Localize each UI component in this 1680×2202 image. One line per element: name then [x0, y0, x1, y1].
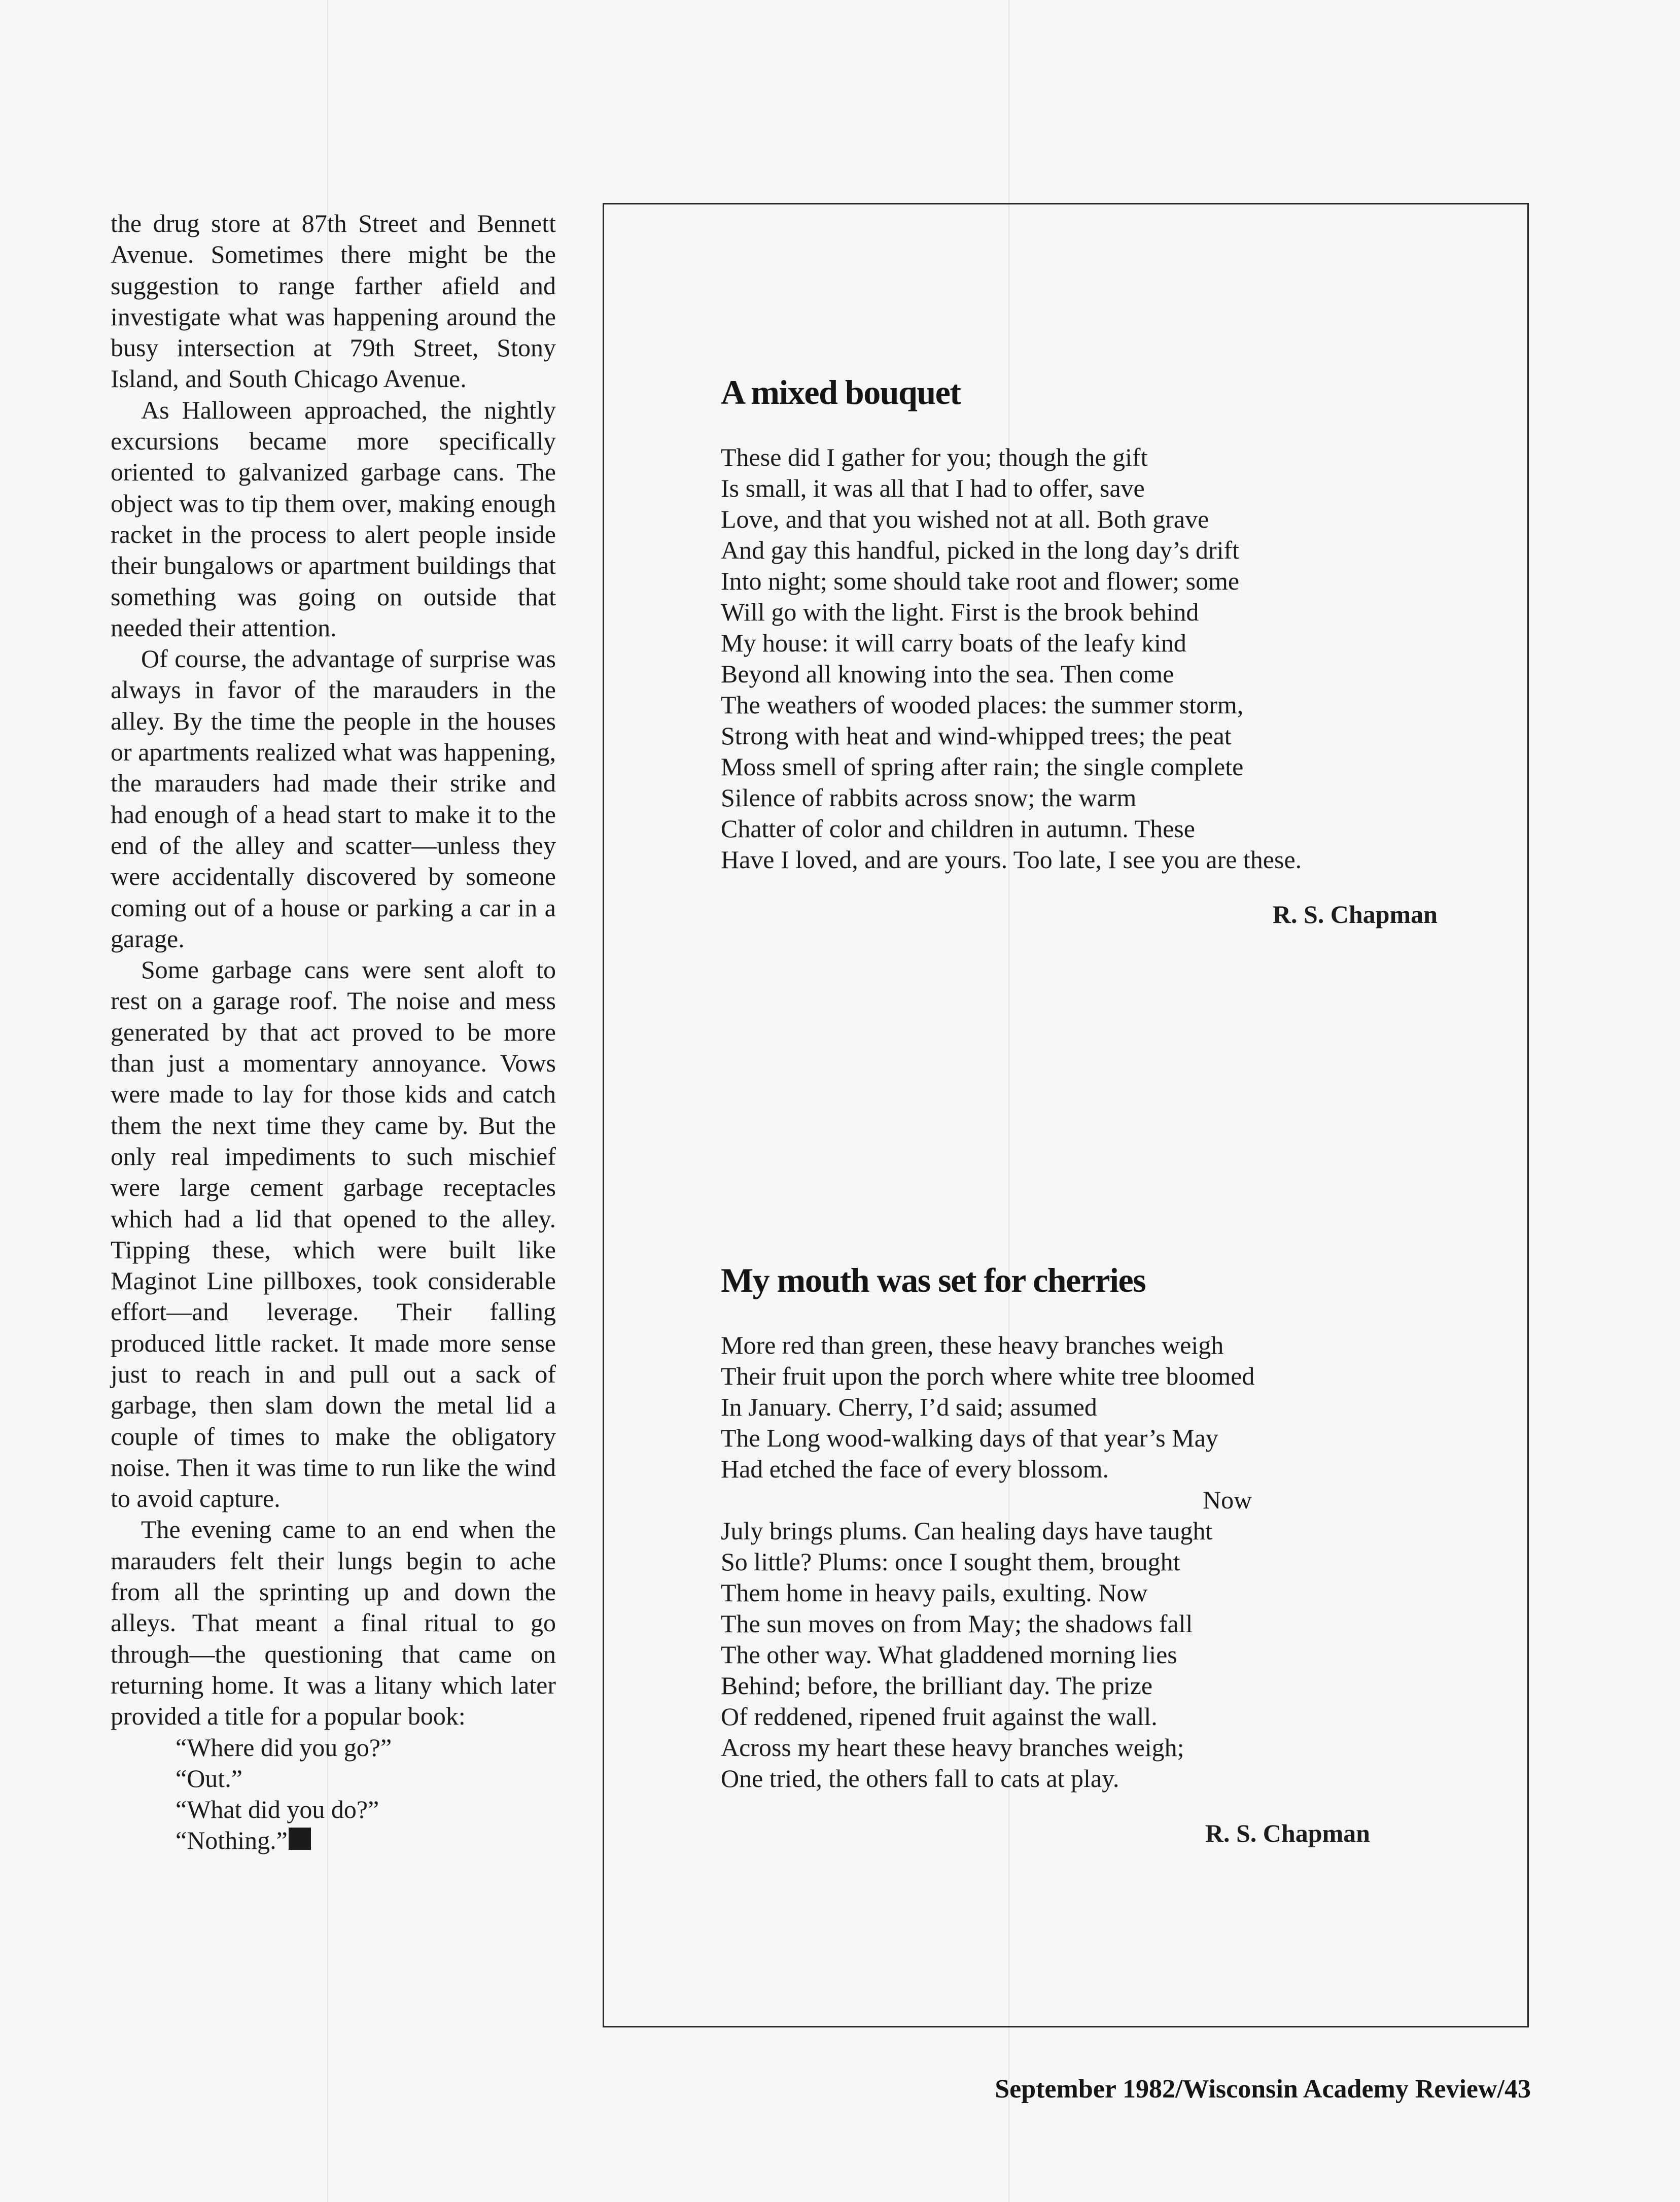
- poem-title: My mouth was set for cherries: [721, 1261, 1146, 1299]
- poem-line: Had etched the face of every blossom.: [721, 1455, 1109, 1483]
- poem-line: Into night; some should take root and flower; some: [721, 567, 1240, 595]
- poem-author: R. S. Chapman: [1205, 1819, 1370, 1847]
- poem-line: So little? Plums: once I sought them, brought: [721, 1547, 1180, 1576]
- poem-line: July brings plums. Can healing days have taught: [721, 1517, 1213, 1545]
- article-paragraph: the drug store at 87th Street and Bennett Avenue. Sometimes there might be the suggestion to range farther afield and investigate what was happening around the busy intersection at 79th Street, Stony Island, and South Chicago Avenue.: [111, 209, 556, 393]
- article-paragraph: As Halloween approached, the nightly excursions became more specifically oriented to galvanized garbage cans. The object was to tip them over, making enough racket in the process to alert people inside their bungalows or apartment buildings that something was going on outside that needed their attention.: [111, 395, 556, 642]
- dialogue-line: “Where did you go?”: [176, 1733, 392, 1762]
- poem-line: Strong with heat and wind-whipped trees; the peat: [721, 721, 1232, 750]
- poem-line: The weathers of wooded places: the summer storm,: [721, 691, 1244, 719]
- poem-line: Love, and that you wished not at all. Both grave: [721, 505, 1209, 533]
- poem-line: And gay this handful, picked in the long day’s drift: [721, 536, 1240, 564]
- poem-body: [721, 442, 1456, 875]
- poems-box: [603, 203, 1529, 2027]
- article-column: [111, 208, 556, 1856]
- poem-line: Behind; before, the brilliant day. The prize: [721, 1671, 1153, 1700]
- poem-line: Of reddened, ripened fruit against the wall.: [721, 1702, 1158, 1731]
- poem-line: More red than green, these heavy branches weigh: [721, 1331, 1224, 1359]
- dialogue-line: “Out.”: [176, 1764, 242, 1793]
- poem-line: Silence of rabbits across snow; the warm: [721, 783, 1137, 812]
- article-paragraph: The evening came to an end when the marauders felt their lungs begin to ache from all the sprinting up and down the alleys. That meant a final ritual to go through—the questioning that came on returning home. It was a litany which later provided a title for a popular book:: [111, 1515, 556, 1731]
- poem-line: The Long wood-walking days of that year’s May: [721, 1424, 1218, 1452]
- article-paragraph: Some garbage cans were sent aloft to rest on a garage roof. The noise and mess generated by that act proved to be more than just a momentary annoyance. Vows were made to lay for those kids and catch them the next time they came by. But the only real impediments to such mischief were large cement garbage receptacles which had a lid that opened to the alley. Tipping these, which were built like Maginot Line pillboxes, took considerable effort—and leverage. Their falling produced little racket. It made more sense just to reach in and pull out a sack of garbage, then slam down the metal lid a couple of times to make the obligatory noise. Then it was time to run like the wind to avoid capture.: [111, 955, 556, 1513]
- poem-line: One tried, the others fall to cats at play.: [721, 1764, 1119, 1793]
- poem-my-mouth-was-set-for-cherries: [721, 1260, 1456, 1848]
- poem-line: Their fruit upon the porch where white tree bloomed: [721, 1362, 1255, 1390]
- poem-line: The other way. What gladdened morning lies: [721, 1640, 1177, 1669]
- poem-line: In January. Cherry, I’d said; assumed: [721, 1393, 1097, 1421]
- poem-title: A mixed bouquet: [721, 373, 961, 411]
- article-paragraph: Of course, the advantage of surprise was always in favor of the marauders in the alley. By the time the people in the houses or apartments realized what was happening, the marauders had made their strike and had enough of a head start to make it to the end of the alley and scatter—unless they were accidentally discovered by someone coming out of a house or parking a car in a garage.: [111, 644, 556, 953]
- dialogue-line-final: [111, 1825, 556, 1856]
- dialogue-line: “What did you do?”: [176, 1795, 379, 1824]
- poem-body: [721, 1330, 1456, 1794]
- poem-mixed-bouquet: [721, 372, 1456, 929]
- end-of-article-square-icon: [289, 1828, 311, 1850]
- poem-line: Beyond all knowing into the sea. Then come: [721, 660, 1174, 688]
- dialogue-line-text: “Nothing.”: [176, 1826, 288, 1855]
- poem-line: The sun moves on from May; the shadows fall: [721, 1609, 1193, 1638]
- poem-line: Is small, it was all that I had to offer, save: [721, 474, 1145, 502]
- poem-line: Moss smell of spring after rain; the single complete: [721, 752, 1244, 781]
- poem-line: These did I gather for you; though the gift: [721, 443, 1148, 471]
- poem-line: Across my heart these heavy branches weigh;: [721, 1733, 1184, 1762]
- poem-line: Them home in heavy pails, exulting. Now: [721, 1578, 1148, 1607]
- poem-line: Will go with the light. First is the brook behind: [721, 598, 1199, 626]
- poem-line: My house: it will carry boats of the leafy kind: [721, 629, 1186, 657]
- poem-line: Have I loved, and are yours. Too late, I see you are these.: [721, 845, 1302, 874]
- poem-line-now: Now: [1203, 1486, 1252, 1514]
- poem-author: R. S. Chapman: [1272, 900, 1438, 928]
- page-footer: September 1982/Wisconsin Academy Review/43: [995, 2075, 1531, 2104]
- poem-line: Chatter of color and children in autumn. These: [721, 814, 1195, 843]
